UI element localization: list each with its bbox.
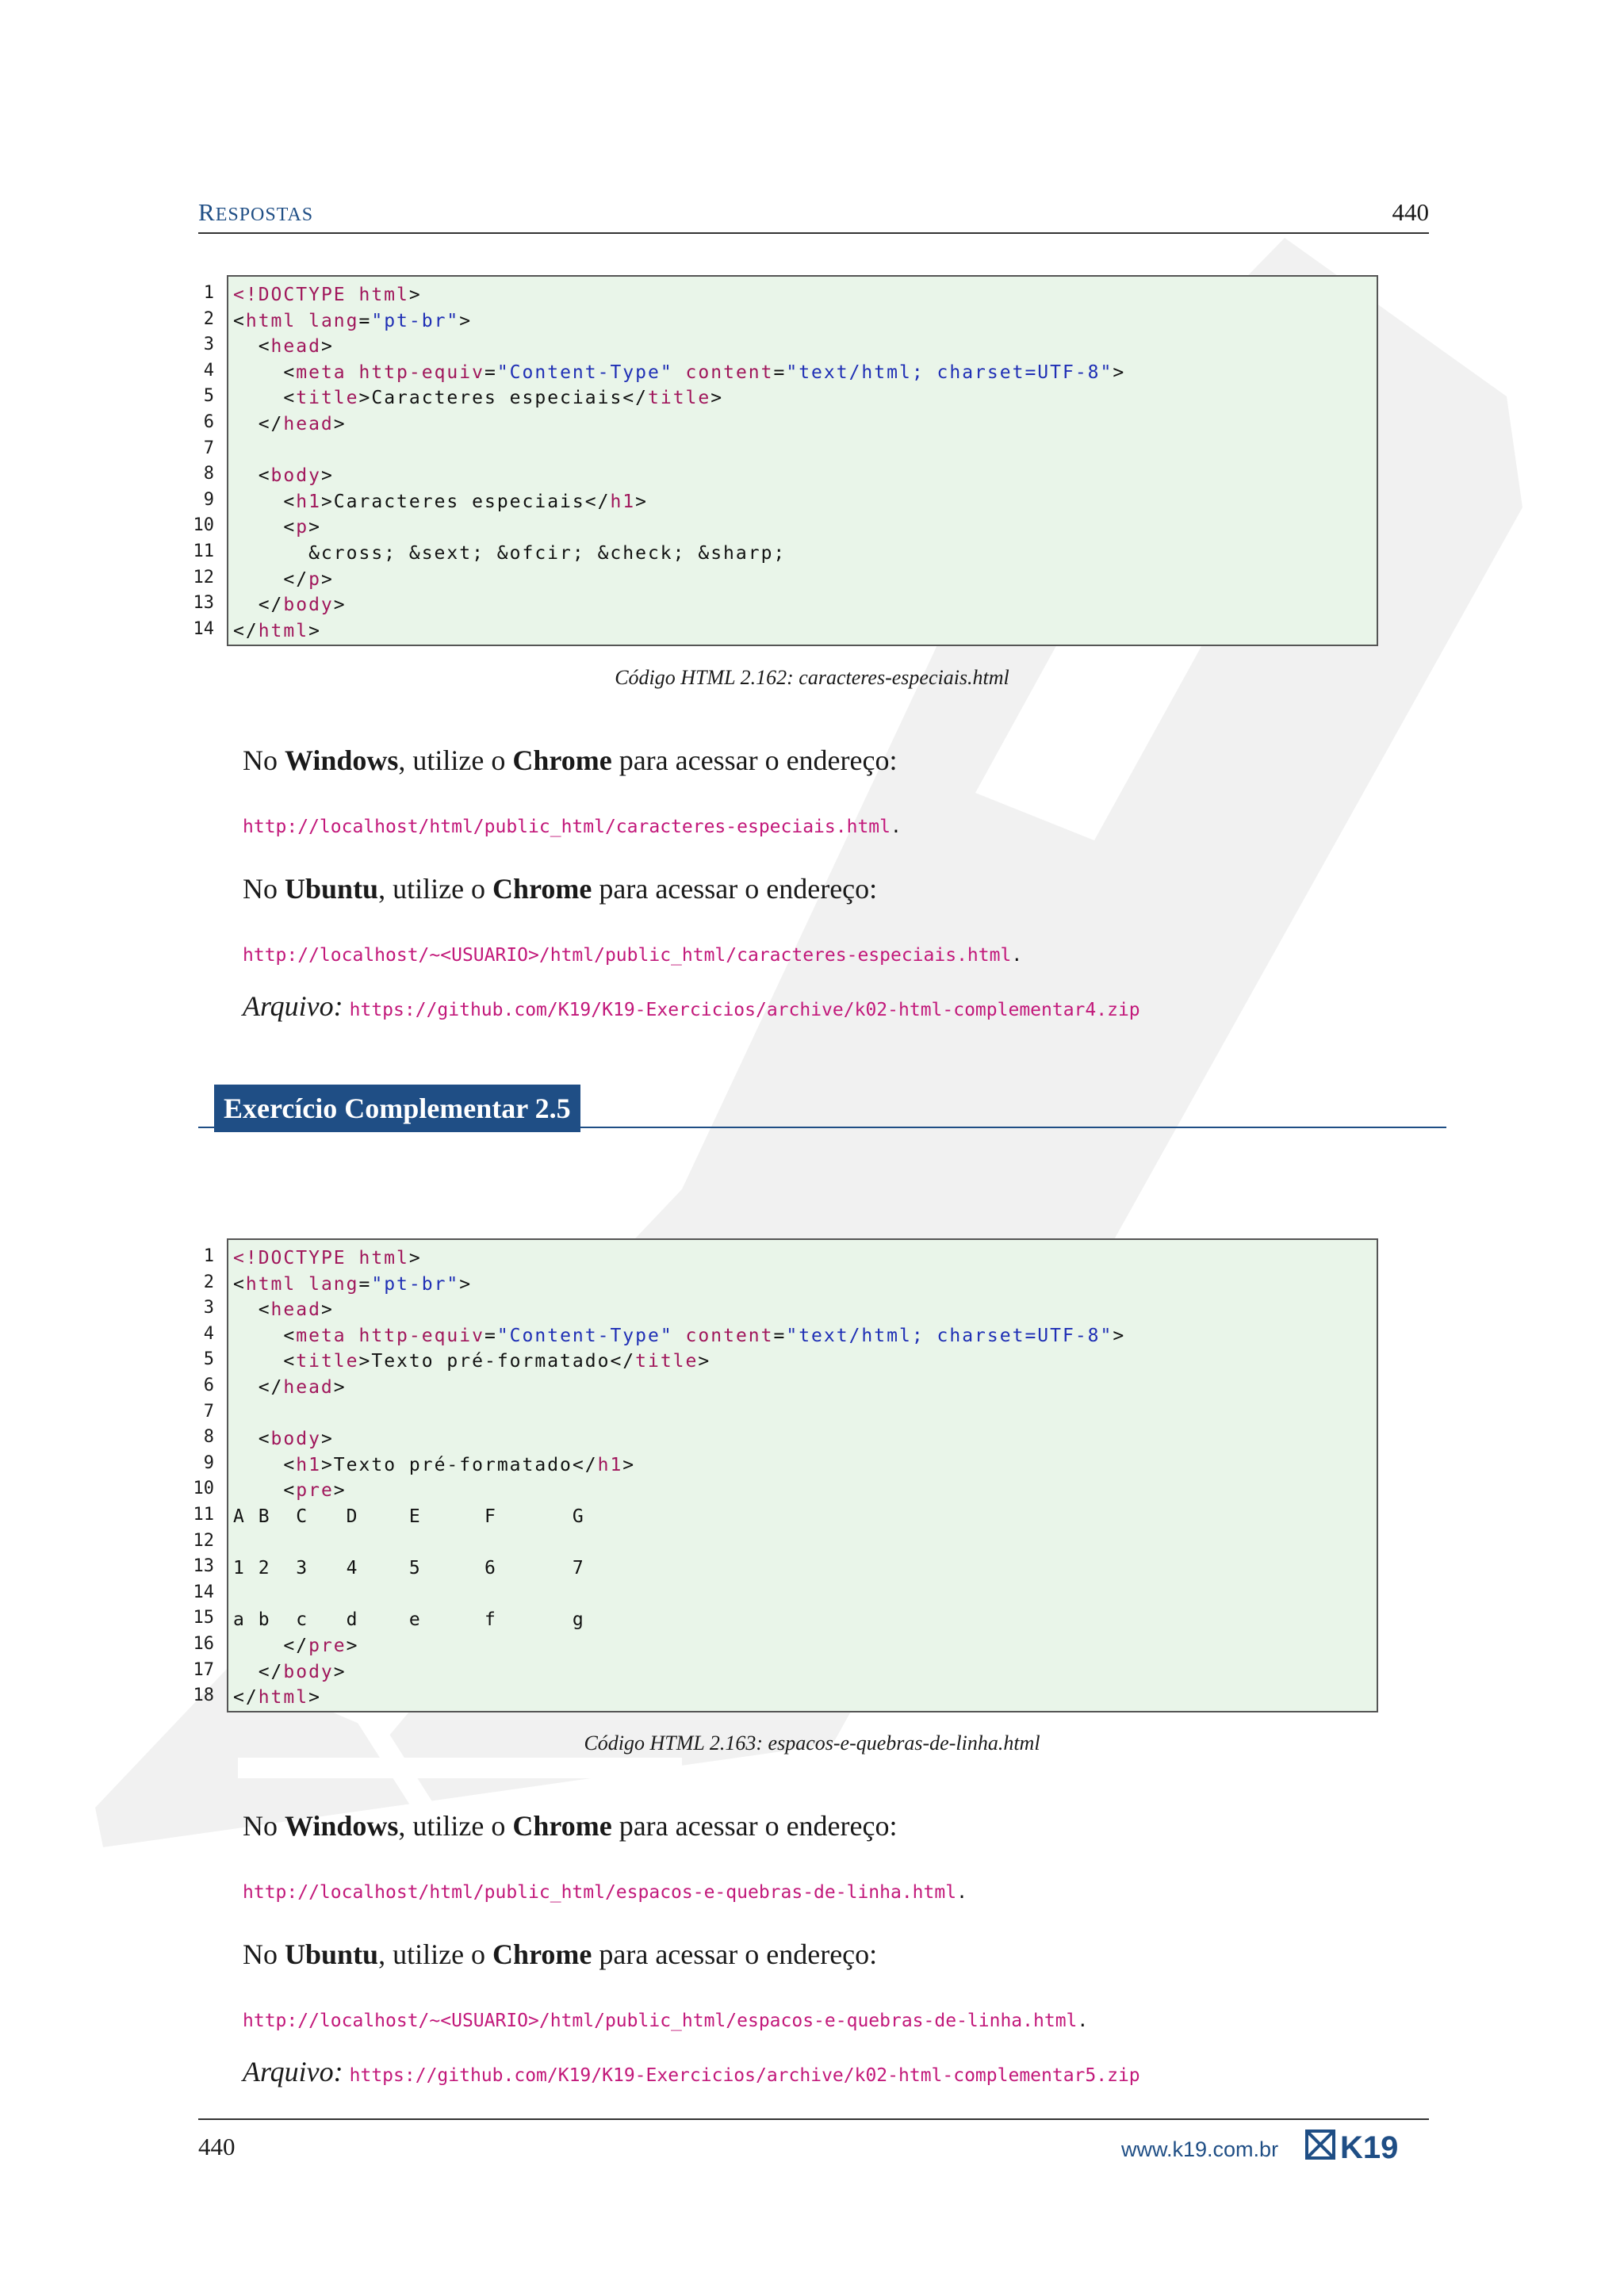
code-token: h1 (597, 1454, 623, 1475)
code-token: >Caracteres especiais</ (358, 388, 648, 409)
code-token: head (270, 336, 321, 358)
windows-mid: , utilize o (398, 1810, 513, 1842)
code-line (233, 308, 1377, 335)
code-token: h1 (296, 491, 321, 512)
line-number: 14 (193, 1582, 214, 1602)
code-token: h1 (296, 1454, 321, 1475)
line-number: 8 (203, 464, 214, 484)
code-line (233, 1633, 1377, 1659)
code-token: content (672, 1325, 774, 1346)
line-number: 11 (193, 1504, 214, 1525)
code-token: = (358, 1273, 372, 1295)
code-token: pre (296, 1480, 334, 1502)
code-token: p (296, 517, 309, 538)
line-number: 2 (203, 308, 214, 329)
code-token: < (233, 465, 271, 487)
ubuntu-url-text[interactable]: http://localhost/~<USUARIO>/html/public_html/espacos-e-quebras-de-linha.html (243, 2011, 1078, 2031)
header-page-number: 440 (1392, 198, 1429, 226)
code-token: = (484, 1325, 497, 1346)
code-token: "text/html; charset=UTF-8" (786, 1325, 1113, 1346)
code-token: < (233, 1429, 271, 1450)
code-line (233, 1426, 1377, 1452)
line-number: 1 (203, 1246, 214, 1266)
code-token: head (283, 413, 334, 434)
code-token: "text/html; charset=UTF-8" (786, 362, 1113, 383)
code-token: < (233, 1273, 246, 1295)
code-token: "Content-Type" (496, 1325, 673, 1346)
code-token: html lang (245, 310, 359, 331)
ubuntu-os: Ubuntu (285, 873, 379, 905)
code-line (233, 1530, 1377, 1556)
code-token: > (346, 1635, 359, 1656)
line-number: 5 (203, 386, 214, 407)
code-token: h1 (610, 491, 636, 512)
ubuntu-url-2[interactable] (243, 2011, 1088, 2031)
code-line (233, 489, 1377, 515)
arquivo-link[interactable]: https://github.com/K19/K19-Exercicios/archive/k02-html-complementar5.zip (349, 2065, 1140, 2086)
line-number: 13 (193, 1556, 214, 1577)
footer-rule (198, 2118, 1429, 2120)
windows-browser: Chrome (512, 1810, 612, 1842)
ubuntu-post: para acessar o endereço: (592, 873, 878, 905)
code-token: html (258, 1687, 309, 1709)
code-line (233, 385, 1377, 411)
windows-instruction-1 (243, 744, 897, 777)
ubuntu-mid: , utilize o (378, 1938, 493, 1970)
code-line (233, 1246, 1377, 1272)
code-line (233, 541, 1377, 567)
exercise-title: Exercício Complementar 2.5 (214, 1085, 580, 1132)
code-caption-2: Código HTML 2.163: espacos-e-quebras-de-linha.html (584, 1732, 1040, 1755)
code-caption-1: Código HTML 2.162: caracteres-especiais.html (615, 666, 1009, 689)
line-number: 16 (193, 1633, 214, 1654)
arquivo-link[interactable]: https://github.com/K19/K19-Exercicios/archive/k02-html-complementar4.zip (349, 1000, 1140, 1020)
code-token: < (233, 388, 297, 409)
code-token: </ (233, 413, 284, 434)
line-number: 5 (203, 1349, 214, 1370)
ubuntu-instruction-2 (243, 1938, 877, 1971)
code-line-numbers-2 (174, 1244, 214, 1709)
code-token: 1 2 3 4 5 6 7 (233, 1558, 585, 1579)
line-number: 18 (193, 1686, 214, 1706)
code-token: body (270, 1429, 321, 1450)
logo-text: K19 (1340, 2130, 1399, 2163)
code-token: > (333, 595, 347, 616)
code-token: > (320, 1429, 334, 1450)
line-number: 3 (203, 1298, 214, 1318)
arquivo-label: Arquivo: (243, 990, 343, 1022)
ubuntu-mid: , utilize o (378, 873, 493, 905)
code-listing-2 (228, 1240, 1377, 1711)
ubuntu-pre: No (243, 1938, 285, 1970)
code-token: title (296, 1351, 359, 1372)
code-token: </ (233, 1687, 259, 1709)
code-line (233, 592, 1377, 618)
code-token: > (1113, 362, 1126, 383)
code-token: body (270, 465, 321, 487)
line-number: 10 (193, 515, 214, 536)
windows-pre: No (243, 1810, 285, 1842)
windows-post: para acessar o endereço: (611, 1810, 898, 1842)
code-block-2 (227, 1238, 1378, 1712)
code-token: </ (233, 568, 309, 590)
period: . (1011, 945, 1023, 966)
code-token: </ (233, 595, 284, 616)
code-line (233, 463, 1377, 489)
code-token: > (320, 568, 334, 590)
code-token: head (283, 1376, 334, 1398)
code-token: </ (233, 1635, 309, 1656)
period: . (890, 817, 902, 837)
code-line (233, 515, 1377, 541)
code-token: > (698, 1351, 711, 1372)
code-line (233, 282, 1377, 308)
line-number: 6 (203, 1375, 214, 1395)
code-token: > (408, 285, 422, 305)
code-token: > (459, 310, 473, 331)
code-line (233, 438, 1377, 464)
code-token: &cross; &sext; &ofcir; &check; &sharp; (233, 542, 787, 564)
code-block-1 (227, 275, 1378, 646)
code-token: meta http-equiv (296, 362, 485, 383)
windows-os: Windows (285, 744, 399, 776)
line-number: 6 (203, 411, 214, 432)
header-rule (198, 232, 1429, 234)
code-token: > (1113, 1325, 1126, 1346)
code-token: body (283, 595, 334, 616)
windows-mid: , utilize o (398, 744, 513, 776)
code-line (233, 1607, 1377, 1633)
code-token: < (233, 310, 246, 331)
code-token: DOCTYPE html (258, 1248, 409, 1269)
code-token: </ (233, 1661, 284, 1682)
windows-url-2[interactable] (243, 1882, 967, 1903)
line-number: 4 (203, 1323, 214, 1344)
code-token: >Caracteres especiais</ (320, 491, 611, 512)
line-number: 1 (203, 283, 214, 303)
ubuntu-url-1[interactable] (243, 945, 1022, 966)
code-token: body (283, 1661, 334, 1682)
code-token: "pt-br" (371, 1273, 460, 1295)
code-token: html lang (245, 1273, 359, 1295)
code-line (233, 1323, 1377, 1349)
code-token: </ (233, 620, 259, 641)
code-token: > (308, 517, 321, 538)
code-line (233, 1659, 1377, 1686)
footer-site-link[interactable]: www.k19.com.br (1121, 2137, 1279, 2161)
code-line (233, 334, 1377, 360)
code-line (233, 1504, 1377, 1530)
code-line (233, 1556, 1377, 1582)
code-line (233, 1272, 1377, 1298)
code-line (233, 1582, 1377, 1608)
code-token: = (484, 362, 497, 383)
code-token: A B C D E F G (233, 1506, 585, 1527)
code-token: = (773, 1325, 787, 1346)
code-token: < (233, 336, 271, 358)
line-number: 7 (203, 438, 214, 458)
running-header-title (198, 198, 313, 227)
code-token: </ (233, 1376, 284, 1398)
code-token: DOCTYPE html (258, 285, 409, 305)
code-token: "pt-br" (371, 310, 460, 331)
line-number: 3 (203, 335, 214, 355)
line-number: 9 (203, 1452, 214, 1473)
code-token: > (308, 620, 321, 641)
header-title-rest: ESPOSTAS (215, 205, 314, 225)
code-line (233, 1685, 1377, 1711)
period: . (1077, 2011, 1089, 2031)
line-number: 10 (193, 1479, 214, 1499)
line-number: 8 (203, 1427, 214, 1448)
code-token: > (459, 1273, 473, 1295)
ubuntu-os: Ubuntu (285, 1938, 379, 1970)
ubuntu-instruction-1 (243, 872, 877, 905)
line-number: 4 (203, 360, 214, 381)
code-token: < (233, 1351, 297, 1372)
code-line (233, 360, 1377, 386)
windows-url-text[interactable]: http://localhost/html/public_html/espacos-e-quebras-de-linha.html (243, 1882, 957, 1903)
code-token: = (773, 362, 787, 383)
code-token: > (333, 1480, 347, 1502)
code-line-numbers-1 (174, 281, 214, 642)
footer-page-number: 440 (198, 2133, 236, 2160)
code-line (233, 567, 1377, 593)
code-line (233, 411, 1377, 438)
windows-os: Windows (285, 1810, 399, 1842)
ubuntu-browser: Chrome (492, 1938, 592, 1970)
ubuntu-url-text[interactable]: http://localhost/~<USUARIO>/html/public_html/caracteres-especiais.html (243, 945, 1012, 966)
code-listing-1 (228, 277, 1377, 644)
code-token: title (648, 388, 711, 409)
arquivo-label: Arquivo: (243, 2056, 343, 2087)
code-token: meta http-equiv (296, 1325, 485, 1346)
line-number: 2 (203, 1272, 214, 1292)
code-token: >Texto pré-formatado</ (320, 1454, 598, 1475)
code-token: <! (233, 1248, 259, 1269)
code-token: > (710, 388, 724, 409)
period: . (956, 1882, 967, 1903)
windows-browser: Chrome (512, 744, 612, 776)
code-token: head (270, 1299, 321, 1321)
code-token: "Content-Type" (496, 362, 673, 383)
line-number: 12 (193, 567, 214, 587)
code-token: = (358, 310, 372, 331)
code-token: > (333, 413, 347, 434)
line-number: 9 (203, 489, 214, 510)
code-token: pre (308, 1635, 347, 1656)
code-token: > (320, 336, 334, 358)
line-number: 12 (193, 1530, 214, 1551)
code-token: > (333, 1661, 347, 1682)
code-token: content (672, 362, 774, 383)
code-line (233, 1401, 1377, 1427)
code-line (233, 1375, 1377, 1401)
code-token: p (308, 568, 321, 590)
header-title-initial: R (198, 198, 216, 226)
code-token: html (258, 620, 309, 641)
code-token: < (233, 517, 297, 538)
code-line (233, 1478, 1377, 1504)
line-number: 15 (193, 1608, 214, 1628)
code-token: < (233, 1299, 271, 1321)
code-token: title (296, 388, 359, 409)
code-token: <! (233, 285, 259, 305)
code-token: > (320, 465, 334, 487)
code-line (233, 618, 1377, 645)
ubuntu-pre: No (243, 873, 285, 905)
code-line (233, 1349, 1377, 1375)
code-token: < (233, 1454, 297, 1475)
code-token: title (635, 1351, 699, 1372)
windows-url-text[interactable]: http://localhost/html/public_html/caracteres-especiais.html (243, 817, 891, 837)
windows-instruction-2 (243, 1809, 897, 1843)
windows-post: para acessar o endereço: (611, 744, 898, 776)
arquivo-line-1 (243, 989, 1140, 1023)
windows-url-1[interactable] (243, 817, 902, 837)
code-token: > (408, 1248, 422, 1269)
line-number: 11 (193, 541, 214, 561)
code-token: > (308, 1687, 321, 1709)
arquivo-line-2 (243, 2055, 1140, 2088)
code-line (233, 1452, 1377, 1479)
ubuntu-post: para acessar o endereço: (592, 1938, 878, 1970)
code-token: < (233, 1480, 297, 1502)
code-line (233, 1297, 1377, 1323)
windows-pre: No (243, 744, 285, 776)
ubuntu-browser: Chrome (492, 873, 592, 905)
k19-logo-icon (1305, 2128, 1429, 2163)
code-token: > (635, 491, 649, 512)
code-token: < (233, 491, 297, 512)
line-number: 13 (193, 593, 214, 614)
line-number: 14 (193, 618, 214, 639)
code-token: > (333, 1376, 347, 1398)
code-token: a b c d e f g (233, 1609, 585, 1631)
line-number: 17 (193, 1659, 214, 1680)
code-token: >Texto pré-formatado</ (358, 1351, 636, 1372)
code-token: < (233, 362, 297, 383)
line-number: 7 (203, 1401, 214, 1422)
code-token: > (622, 1454, 636, 1475)
code-token: > (320, 1299, 334, 1321)
code-token: < (233, 1325, 297, 1346)
